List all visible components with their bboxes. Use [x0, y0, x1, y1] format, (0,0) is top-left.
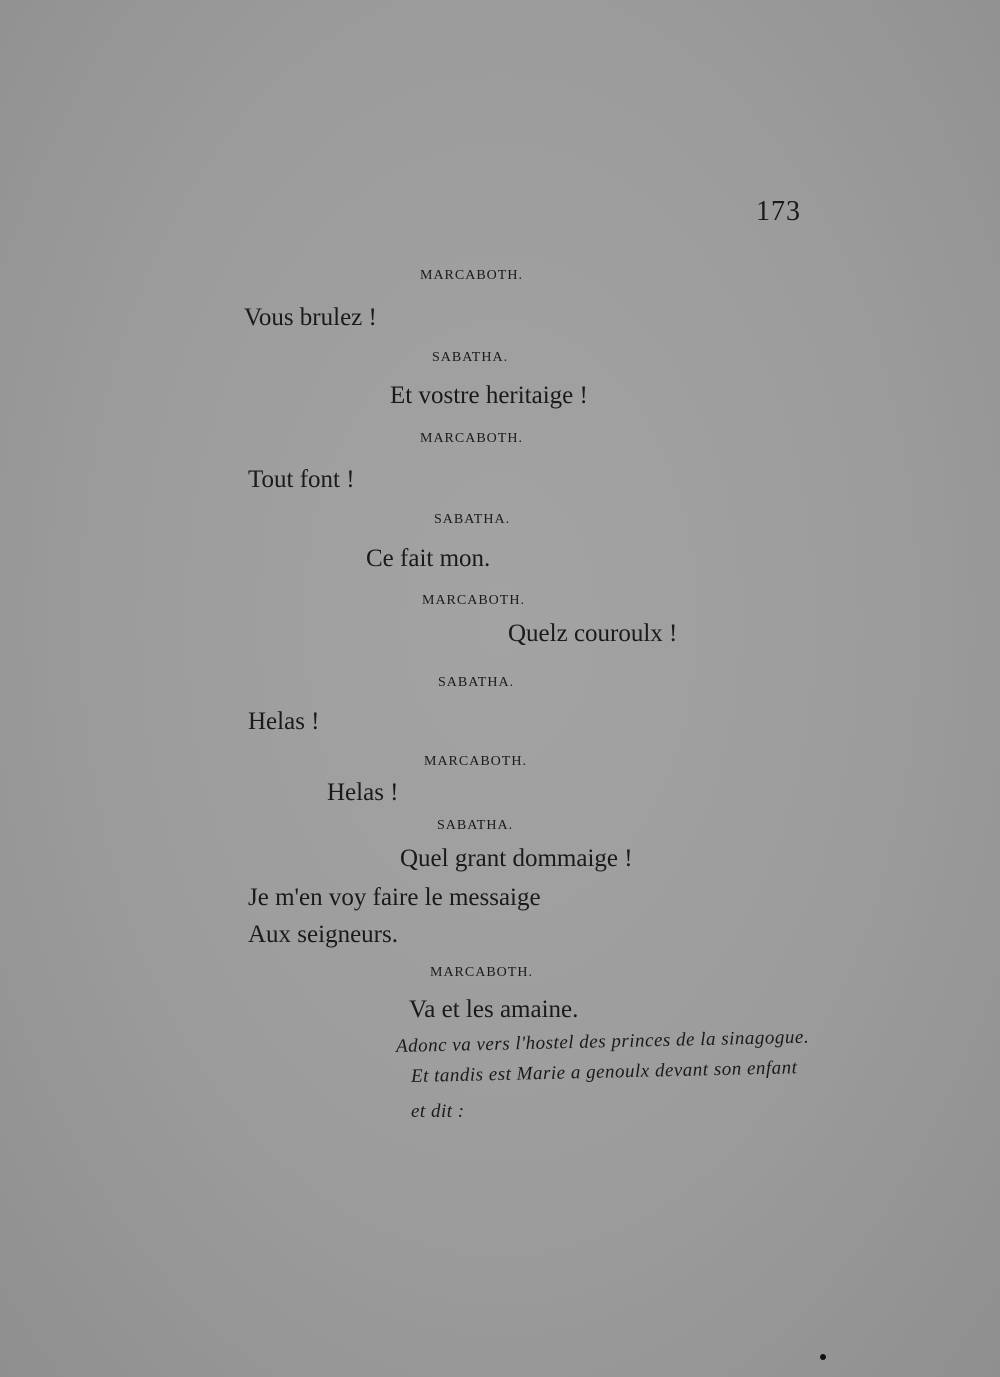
stage-direction: Et tandis est Marie a genoulx devant son enfant [410, 1057, 798, 1087]
speaker-marcaboth: MARCABOTH. [420, 431, 523, 446]
page-number: 173 [756, 196, 801, 227]
verse-line: Quel grant dommaige ! [400, 845, 633, 872]
speaker-marcaboth: MARCABOTH. [430, 965, 533, 980]
verse-line: Quelz couroulx ! [508, 620, 678, 647]
ink-speck [820, 1354, 826, 1360]
speaker-sabatha: SABATHA. [437, 818, 514, 833]
verse-line: Tout font ! [248, 466, 355, 493]
speaker-sabatha: SABATHA. [434, 512, 511, 527]
speaker-sabatha: SABATHA. [432, 350, 509, 365]
verse-line: Ce fait mon. [366, 545, 491, 572]
stage-direction: et dit : [411, 1101, 465, 1122]
speaker-marcaboth: MARCABOTH. [420, 268, 523, 283]
verse-line: Je m'en voy faire le messaige [248, 884, 541, 911]
stage-direction: Adonc va vers l'hostel des princes de la sinagogue. [395, 1026, 810, 1057]
speaker-marcaboth: MARCABOTH. [422, 593, 525, 608]
speaker-sabatha: SABATHA. [438, 675, 515, 690]
verse-line: Helas ! [327, 779, 399, 806]
verse-line: Helas ! [248, 708, 320, 735]
speaker-marcaboth: MARCABOTH. [424, 754, 527, 769]
verse-line: Et vostre heritaige ! [390, 382, 588, 409]
verse-line: Va et les amaine. [409, 996, 579, 1023]
verse-line: Aux seigneurs. [248, 921, 398, 948]
verse-line: Vous brulez ! [244, 304, 377, 331]
